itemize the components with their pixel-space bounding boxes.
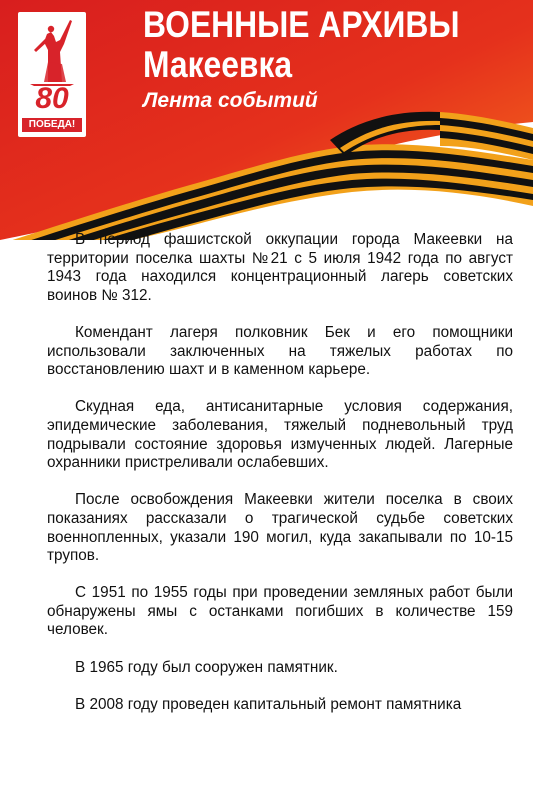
page-title-city: Макеевка xyxy=(143,44,293,85)
victory-80-logo xyxy=(18,12,86,137)
paragraph: С 1951 по 1955 годы при проведении земляных работ были обнаружены ямы с останками погибших в количестве 159 человек. xyxy=(47,584,513,639)
article-body xyxy=(47,231,513,733)
paragraph: В 1965 году был сооружен памятник. xyxy=(75,658,338,676)
page-title: ВОЕННЫЕ АРХИВЫ xyxy=(143,4,460,45)
header-banner xyxy=(0,0,533,240)
paragraph: После освобождения Макеевки жители поселка в своих показаниях рассказали о трагической судьбе советских военнопленных, указали 190 могил, куда закапывали по 10-15 трупов. xyxy=(47,491,513,565)
paragraph: Скудная еда, антисанитарные условия содержания, эпидемические заболевания, тяжелый подневольный труд подрывали состояние здоровья измученных людей. Лагерные охранники пристреливали ослабевших. xyxy=(47,398,513,472)
paragraph: Комендант лагеря полковник Бек и его помощники использовали заключенных на тяжелых работах по восстановлению шахт и в каменном карьере. xyxy=(47,323,513,379)
paragraph: В 2008 году проведен капитальный ремонт памятника xyxy=(75,695,462,713)
paragraph: В период фашистской оккупации города Макеевки на территории поселка шахты №21 с 5 июля 1942 года по август 1943 года находился концентрационный лагерь советских воинов № 312. xyxy=(47,231,513,304)
page-subtitle: Лента событий xyxy=(143,89,318,112)
logo-word: ПОБЕДА! xyxy=(22,118,82,132)
logo-number: 80 xyxy=(35,82,69,115)
